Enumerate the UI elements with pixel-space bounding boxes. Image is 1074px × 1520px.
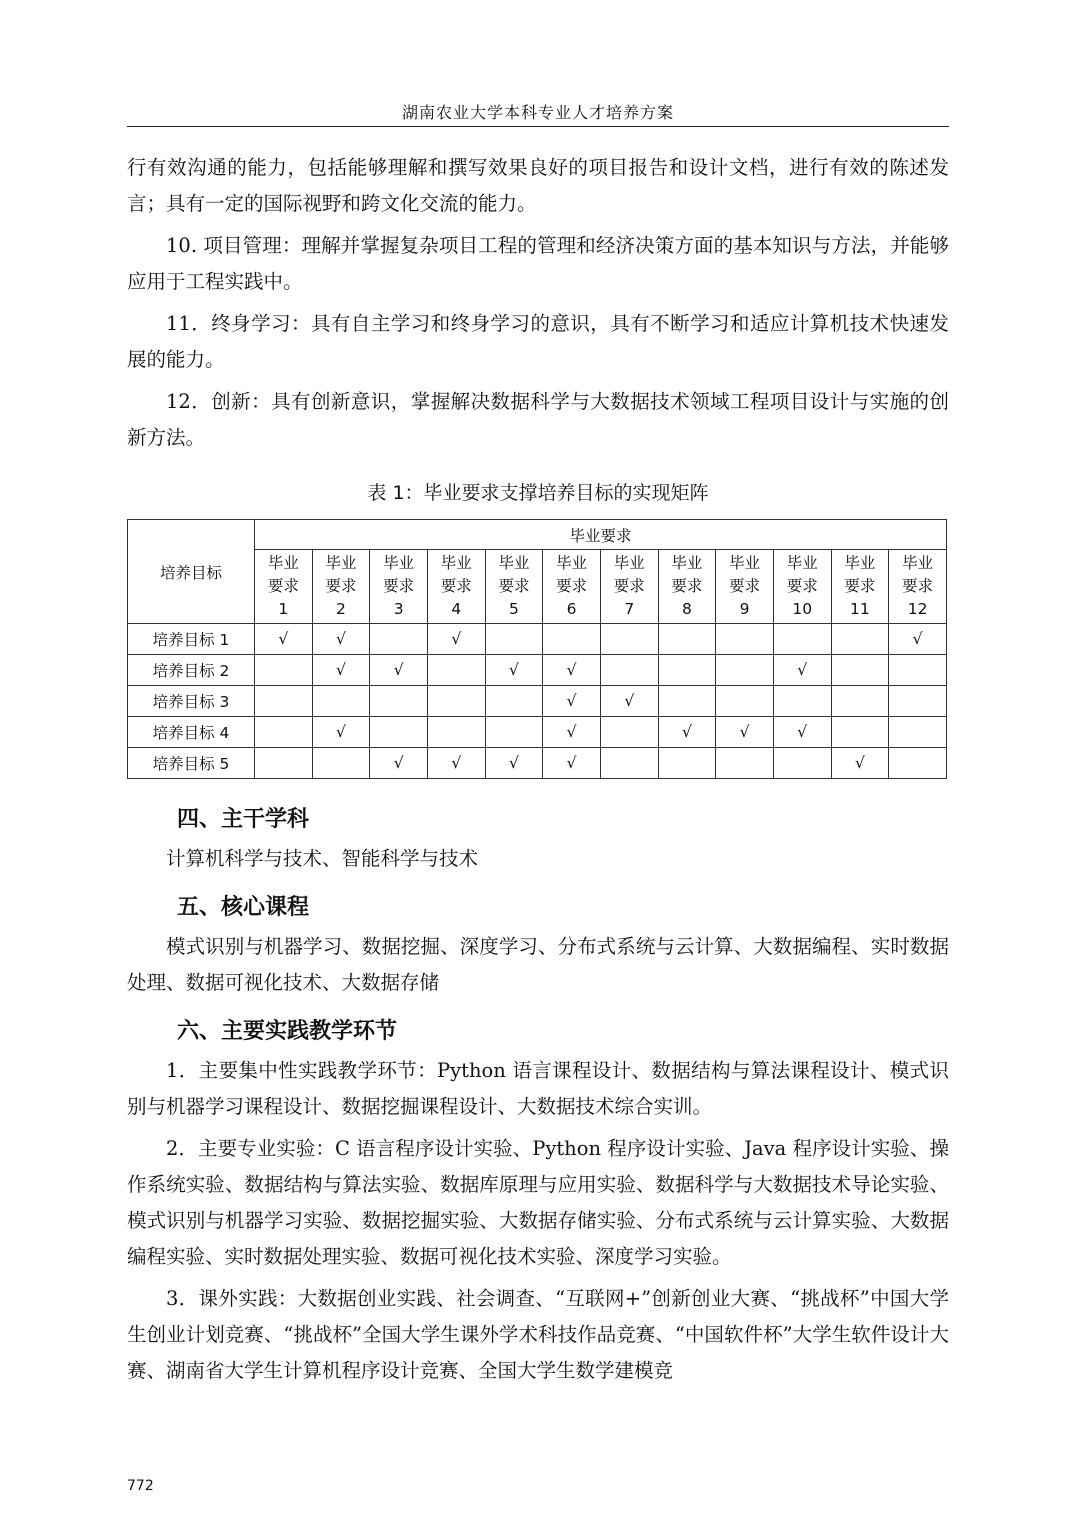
empty-cell — [831, 624, 889, 655]
requirement-header-cell: 毕业要求 3 — [370, 550, 428, 624]
empty-cell — [889, 686, 947, 717]
empty-cell — [658, 748, 716, 779]
matrix-body — [128, 624, 947, 779]
check-mark-cell: √ — [312, 624, 370, 655]
requirements-matrix-table — [127, 519, 947, 779]
row-label: 培养目标 4 — [128, 717, 255, 748]
empty-cell — [773, 624, 831, 655]
row-label: 培养目标 5 — [128, 748, 255, 779]
table-row — [128, 624, 947, 655]
check-mark-cell: √ — [485, 655, 543, 686]
empty-cell — [658, 686, 716, 717]
empty-cell — [427, 717, 485, 748]
empty-cell — [255, 655, 313, 686]
empty-cell — [600, 748, 658, 779]
check-mark-cell: √ — [658, 717, 716, 748]
empty-cell — [255, 686, 313, 717]
check-mark-cell: √ — [600, 686, 658, 717]
requirement-header-cell: 毕业要求 9 — [716, 550, 774, 624]
paragraph: 11．终身学习：具有自主学习和终身学习的意识，具有不断学习和适应计算机技术快速发展的能力。 — [127, 312, 949, 371]
empty-cell — [255, 748, 313, 779]
section-5-title: 五、核心课程 — [177, 895, 310, 920]
page-header: 湖南农业大学本科专业人才培养方案 — [127, 100, 949, 127]
empty-cell — [312, 686, 370, 717]
empty-cell — [485, 686, 543, 717]
empty-cell — [889, 717, 947, 748]
empty-cell — [889, 748, 947, 779]
section-4-title: 四、主干学科 — [177, 807, 310, 832]
empty-cell — [427, 686, 485, 717]
empty-cell — [427, 655, 485, 686]
check-mark-cell: √ — [716, 717, 774, 748]
check-mark-cell: √ — [255, 624, 313, 655]
requirement-header-cell: 毕业要求 4 — [427, 550, 485, 624]
empty-cell — [485, 717, 543, 748]
row-label: 培养目标 1 — [128, 624, 255, 655]
check-mark-cell: √ — [312, 655, 370, 686]
table-corner-label: 培养目标 — [128, 520, 255, 624]
practice-item-2: 2．主要专业实验：C 语言程序设计实验、Python 程序设计实验、Java 程序设计实验、操作系统实验、数据结构与算法实验、数据库原理与应用实验、数据科学与大数据技术导论实验、模式识别与机器学习实验、数据挖掘实验、大数据存储实验、分布式系统与云计算实验、大数据编程实验、实时数据处理实验、数据可视化技术实验、深度学习实验。 — [127, 1137, 949, 1268]
table-caption: 表 1：毕业要求支撑培养目标的实现矩阵 — [367, 482, 709, 504]
empty-cell — [543, 624, 601, 655]
requirement-header-cell: 毕业要求 7 — [600, 550, 658, 624]
row-label: 培养目标 2 — [128, 655, 255, 686]
check-mark-cell: √ — [427, 748, 485, 779]
requirement-header-cell: 毕业要求 11 — [831, 550, 889, 624]
empty-cell — [485, 624, 543, 655]
practice-item-3: 3．课外实践：大数据创业实践、社会调查、“互联网+”创新创业大赛、“挑战杯”中国大学生创业计划竞赛、“挑战杯”全国大学生课外学术科技作品竞赛、“中国软件杯”大学生软件设计大赛、湖南省大学生计算机程序设计竞赛、全国大学生数学建模竞 — [127, 1287, 949, 1382]
page-content — [127, 150, 949, 1395]
empty-cell — [658, 624, 716, 655]
empty-cell — [600, 624, 658, 655]
empty-cell — [773, 686, 831, 717]
empty-cell — [370, 717, 428, 748]
empty-cell — [716, 748, 774, 779]
check-mark-cell: √ — [370, 655, 428, 686]
table-row — [128, 686, 947, 717]
requirement-header-cell: 毕业要求 10 — [773, 550, 831, 624]
section-6-title: 六、主要实践教学环节 — [177, 1019, 398, 1044]
requirement-header-cell: 毕业要求 6 — [543, 550, 601, 624]
table-row — [128, 717, 947, 748]
requirement-header-cell: 毕业要求 1 — [255, 550, 313, 624]
check-mark-cell: √ — [312, 717, 370, 748]
empty-cell — [716, 686, 774, 717]
empty-cell — [831, 655, 889, 686]
empty-cell — [773, 748, 831, 779]
table-row — [128, 748, 947, 779]
check-mark-cell: √ — [485, 748, 543, 779]
empty-cell — [716, 655, 774, 686]
paragraph: 行有效沟通的能力，包括能够理解和撰写效果良好的项目报告和设计文档，进行有效的陈述发言；具有一定的国际视野和跨文化交流的能力。 — [127, 156, 949, 215]
section-5-body: 模式识别与机器学习、数据挖掘、深度学习、分布式系统与云计算、大数据编程、实时数据处理、数据可视化技术、大数据存储 — [127, 935, 949, 994]
empty-cell — [255, 717, 313, 748]
requirement-header-cell: 毕业要求 12 — [889, 550, 947, 624]
check-mark-cell: √ — [831, 748, 889, 779]
requirement-header-cell: 毕业要求 2 — [312, 550, 370, 624]
check-mark-cell: √ — [543, 748, 601, 779]
empty-cell — [600, 655, 658, 686]
paragraph: 12．创新：具有创新意识，掌握解决数据科学与大数据技术领域工程项目设计与实施的创新方法。 — [127, 390, 949, 449]
table-group-label: 毕业要求 — [255, 520, 947, 550]
row-label: 培养目标 3 — [128, 686, 255, 717]
top-paragraphs — [127, 150, 949, 456]
requirement-header-cell: 毕业要求 5 — [485, 550, 543, 624]
section-4-body: 计算机科学与技术、智能科学与技术 — [166, 847, 479, 870]
check-mark-cell: √ — [370, 748, 428, 779]
empty-cell — [716, 624, 774, 655]
check-mark-cell: √ — [889, 624, 947, 655]
empty-cell — [600, 717, 658, 748]
empty-cell — [831, 717, 889, 748]
requirement-header-cell: 毕业要求 8 — [658, 550, 716, 624]
paragraph: 10. 项目管理：理解并掌握复杂项目工程的管理和经济决策方面的基本知识与方法，并能够应用于工程实践中。 — [127, 234, 949, 293]
check-mark-cell: √ — [543, 686, 601, 717]
empty-cell — [889, 655, 947, 686]
empty-cell — [831, 686, 889, 717]
empty-cell — [370, 624, 428, 655]
check-mark-cell: √ — [427, 624, 485, 655]
check-mark-cell: √ — [773, 717, 831, 748]
check-mark-cell: √ — [543, 655, 601, 686]
page-number: 772 — [127, 1478, 154, 1494]
empty-cell — [312, 748, 370, 779]
empty-cell — [370, 686, 428, 717]
practice-item-1: 1．主要集中性实践教学环节：Python 语言课程设计、数据结构与算法课程设计、模式识别与机器学习课程设计、数据挖掘课程设计、大数据技术综合实训。 — [127, 1059, 949, 1118]
table-row — [128, 655, 947, 686]
check-mark-cell: √ — [543, 717, 601, 748]
empty-cell — [658, 655, 716, 686]
check-mark-cell: √ — [773, 655, 831, 686]
